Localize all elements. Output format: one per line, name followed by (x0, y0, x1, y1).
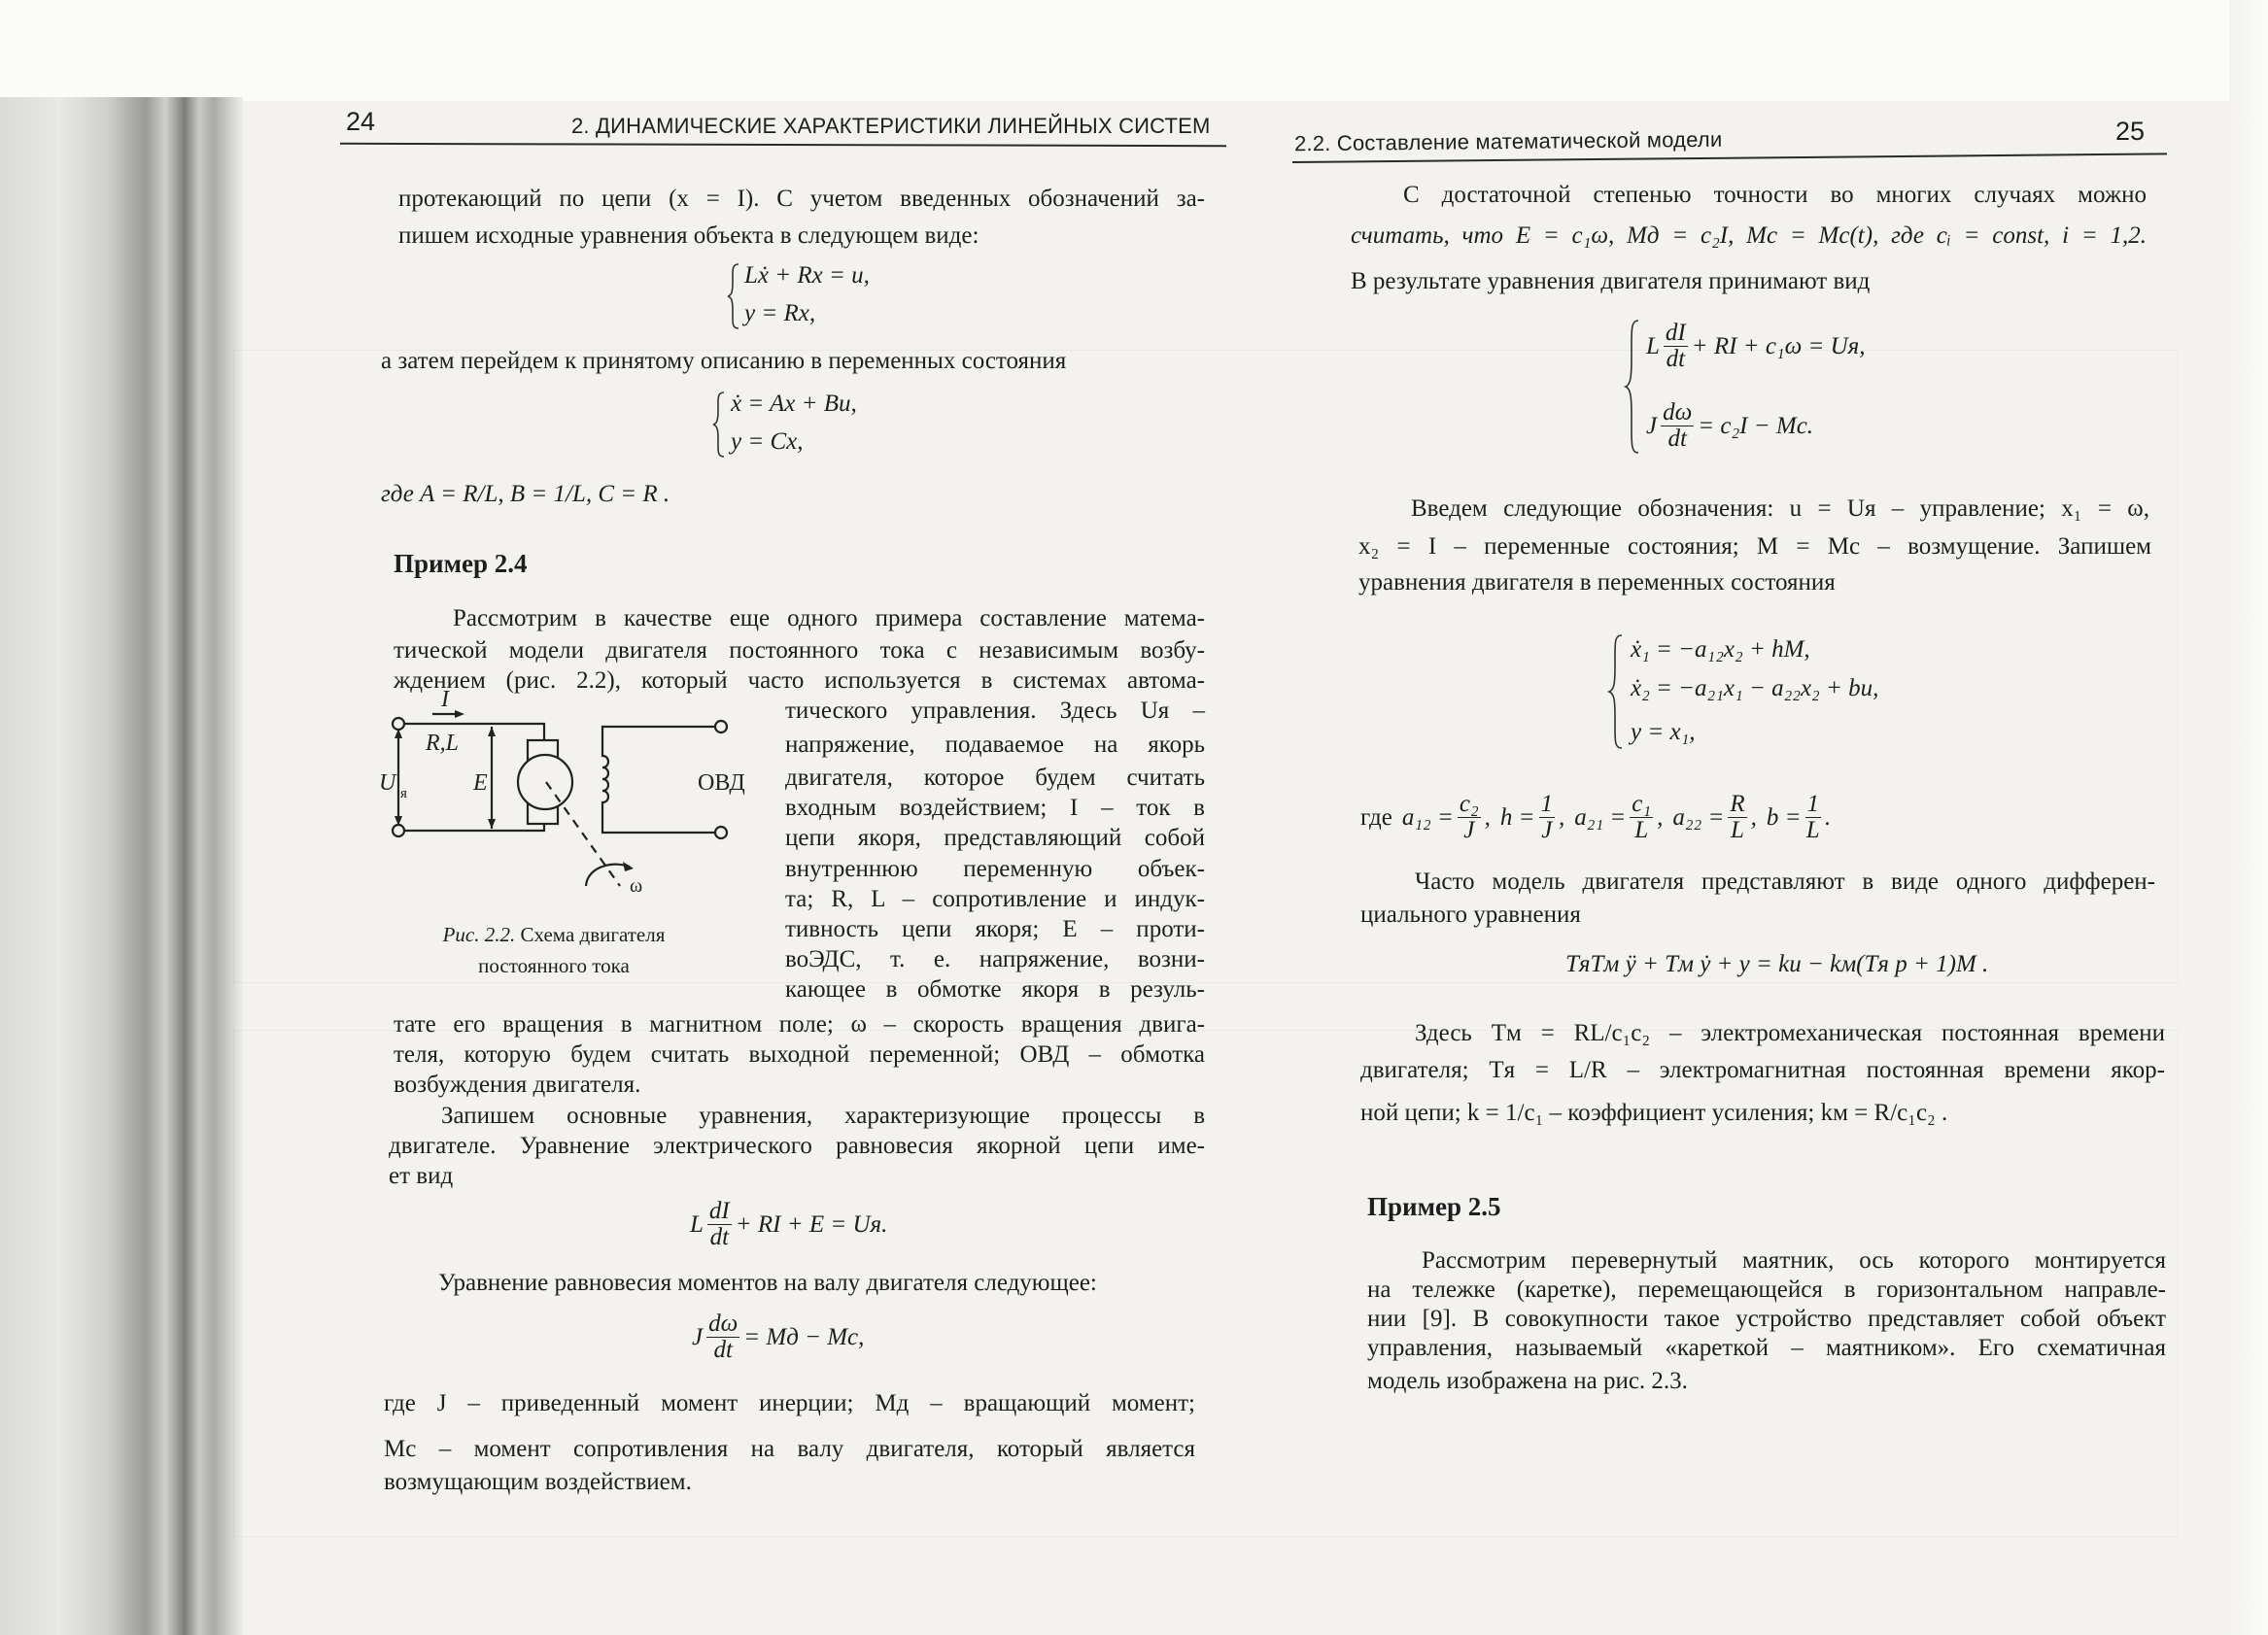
label-voltage: U (379, 770, 396, 796)
label-omega: ω (630, 875, 643, 897)
numerator: 1 (1540, 791, 1554, 817)
text-line: на тележке (каретке), перемещающейся в горизонтальном направле- (1367, 1277, 2166, 1303)
fraction (1664, 321, 1688, 372)
differential-equation: TяTм ÿ + Tм ẏ + y = ku − kм(Tя p + 1)M . (1565, 951, 1989, 977)
text-line: ной цепи; k = 1/c₁ – коэффициент усиления; kм = R/c₁c₂ . (1360, 1100, 1948, 1126)
denominator: L (1805, 817, 1820, 843)
text-line: а затем перейдем к принятому описанию в переменных состояния (381, 348, 1067, 374)
fraction (1805, 792, 1822, 843)
arrowhead (623, 862, 634, 871)
text-line: теля, которую будем считать выходной переменной; ОВД – обмотка (394, 1041, 1205, 1068)
denominator: dt (1666, 346, 1686, 372)
scan-margin-top (0, 0, 2268, 101)
rotation-arc-icon (586, 865, 630, 886)
text-line: цепи якоря, представляющий собой (785, 825, 1205, 851)
separator: , (1559, 803, 1565, 831)
page-number: 25 (2115, 117, 2146, 146)
fraction (1661, 400, 1694, 452)
caption-prefix: Рис. 2.2. (442, 923, 516, 946)
equation-line: y = Rx, (744, 300, 816, 326)
label-field-winding: ОВД (698, 770, 745, 796)
text-line: Рассмотрим перевернутый маятник, ось которого монтируется (1422, 1247, 2166, 1274)
separator: , (1750, 803, 1757, 831)
text-line: воЭДС, т. е. напряжение, возни- (785, 946, 1205, 972)
text-line: нии [9]. В совокупности такое устройство представляет собой объект (1367, 1306, 2166, 1332)
term (1574, 792, 1663, 843)
text-line: ждением (рис. 2.2), который часто используется в системах автома- (394, 667, 1205, 694)
brace-icon (712, 391, 726, 459)
numerator: dI (708, 1198, 730, 1224)
numerator: dI (1665, 320, 1686, 346)
text-line: x₂ = I – переменные состояния; M = Mс – возмущение. Запишем (1358, 533, 2151, 560)
header-rule (340, 143, 1226, 147)
text-line: Здесь Tм = RL/c₁c₂ – электромеханическая постоянная времени (1415, 1020, 2165, 1046)
caption-text: Схема двигателя (515, 923, 666, 946)
eq-post: = c₂I − Mс. (1698, 412, 1814, 439)
where-word: где (1360, 803, 1392, 831)
brace-icon (1608, 633, 1624, 750)
equation-line (1646, 321, 1866, 372)
separator: . (1825, 803, 1832, 831)
denominator: L (1634, 817, 1649, 843)
eq-pre: J (1646, 412, 1658, 439)
text-line: Введем следующие обозначения: u = Uя – управление; x₁ = ω, (1411, 495, 2149, 522)
text-line: где A = R/L, B = 1/L, C = R . (381, 481, 670, 507)
page-number: 24 (346, 107, 376, 136)
label-voltage-subscript: я (400, 786, 407, 801)
text-line: тического управления. Здесь Uя – (785, 698, 1205, 724)
text-line: входным воздействием; I – ток в (785, 795, 1205, 821)
equation-moment-balance (692, 1311, 864, 1363)
text-line: управления, называемый «кареткой – маятником». Его схематичная (1367, 1335, 2166, 1361)
numerator: c₂ (1459, 791, 1479, 817)
term (1767, 792, 1831, 843)
separator: , (1484, 803, 1491, 831)
denominator: dt (1667, 426, 1687, 452)
equation-line (1646, 400, 1813, 452)
term (1672, 792, 1757, 843)
arrowhead (488, 727, 496, 736)
figure-caption-line2: постоянного тока (478, 954, 630, 977)
term (1402, 792, 1491, 843)
eq-post: + RI + c₁ω = Uя, (1691, 332, 1866, 359)
text-line: тической модели двигателя постоянного тока с независимым возбу- (394, 637, 1205, 664)
text-line: ет вид (389, 1163, 454, 1189)
label-current: I (441, 687, 449, 712)
example-title: Пример 2.5 (1367, 1192, 1501, 1221)
running-header: 2.2. Составление математической модели (1293, 126, 1723, 156)
dc-motor-circuit-diagram (379, 680, 758, 903)
denominator: J (1541, 817, 1553, 843)
figure-caption (408, 923, 700, 947)
text-line: возбуждения двигателя. (394, 1072, 641, 1098)
text-line: С достаточной степенью точности во многих случаях можно (1403, 182, 2147, 208)
coefficient-definitions (1360, 792, 1831, 843)
brace-icon (1625, 319, 1640, 455)
text-line: пишем исходные уравнения объекта в следующем виде: (398, 222, 979, 249)
term-lhs: a₂₂ = (1672, 803, 1725, 831)
brace-icon (727, 262, 740, 330)
text-line: Уравнение равновесия моментов на валу двигателя следующее: (438, 1270, 1097, 1296)
text-line: протекающий по цепи (x = I). С учетом введенных обозначений за- (398, 186, 1205, 212)
equation-line: ẋ = Ax + Bu, (731, 391, 857, 417)
text-line: циального уравнения (1360, 902, 1581, 928)
text-line: Рассмотрим в качестве еще одного примера составление матема- (453, 605, 1205, 631)
label-resistance-inductance: R,L (426, 731, 460, 756)
denominator: J (1463, 817, 1475, 843)
equation-line: ẋ₂ = −a₂₁x₁ − a₂₂x₂ + bu, (1631, 675, 1879, 701)
text-line: та; R, L – сопротивление и индук- (785, 886, 1205, 912)
text-line: где J – приведенный момент инерции; Mд – вращающий момент; (384, 1390, 1195, 1416)
equation-electric-balance (690, 1199, 887, 1250)
text-line: тате его вращения в магнитном поле; ω – скорость вращения двига- (394, 1011, 1205, 1038)
book-binding-shadow (0, 97, 243, 1635)
armature-circle (518, 755, 572, 809)
fraction (1458, 792, 1481, 843)
text-line: возмущающим воздействием. (384, 1469, 692, 1495)
numerator: dω (708, 1311, 739, 1337)
eq-pre: L (690, 1210, 704, 1238)
fraction (1630, 792, 1653, 843)
separator: , (1657, 803, 1664, 831)
numerator: c₁ (1632, 791, 1652, 817)
denominator: dt (709, 1224, 730, 1250)
text-line: тивность цепи якоря; E – проти- (785, 916, 1205, 942)
term-lhs: a₁₂ = (1401, 803, 1454, 831)
equation-line: y = x₁, (1631, 719, 1696, 745)
text-line: двигателя, которое будем считать (785, 765, 1205, 791)
example-title: Пример 2.4 (394, 549, 528, 578)
text-line: напряжение, подаваемое на якорь (785, 732, 1205, 758)
scan-margin-right (2229, 0, 2268, 1635)
fraction (1728, 792, 1746, 843)
term-lhs: a₂₁ = (1574, 803, 1627, 831)
numerator: 1 (1806, 791, 1819, 817)
eq-pre: L (1646, 332, 1660, 359)
text-line: Mс – момент сопротивления на валу двигателя, который является (384, 1436, 1195, 1462)
wire-bottom (404, 824, 544, 831)
text-line: В результате уравнения двигателя принимают вид (1351, 268, 1871, 294)
denominator: L (1731, 817, 1744, 843)
equation-line: ẋ₁ = −a₁₂x₂ + hM, (1631, 636, 1810, 663)
eq-post: = Mд − Mс, (743, 1323, 865, 1350)
terminal-circle (393, 718, 404, 730)
text-line: кающее в обмотке якоря в резуль- (785, 976, 1205, 1003)
term (1500, 792, 1564, 843)
text-line: двигателя; Tя = L/R – электромагнитная постоянная времени якор- (1360, 1057, 2165, 1083)
eq-post: + RI + E = Uя. (735, 1210, 888, 1238)
text-line: модель изображена на рис. 2.3. (1367, 1368, 1688, 1394)
terminal-circle (393, 825, 404, 836)
equation-line: y = Cx, (731, 428, 804, 455)
term-lhs: b = (1766, 803, 1802, 831)
terminal-circle (715, 827, 727, 838)
term-lhs: h = (1499, 803, 1535, 831)
running-header: 2. ДИНАМИЧЕСКИЕ ХАРАКТЕРИСТИКИ ЛИНЕЙНЫХ СИСТЕМ (571, 114, 1211, 138)
fraction (1539, 792, 1556, 843)
arrowhead (455, 710, 464, 718)
arrowhead (488, 819, 496, 829)
text-line: Часто модель двигателя представляют в виде одного дифферен- (1415, 869, 2155, 895)
eq-pre: J (692, 1323, 704, 1350)
text-line: Запишем основные уравнения, характеризующие процессы в (441, 1103, 1205, 1129)
text-line: считать, что E = c₁ω, Mд = c₂I, Mс = Mс(t), где cᵢ = const, i = 1,2. (1351, 222, 2147, 249)
numerator: R (1730, 791, 1745, 817)
numerator: dω (1663, 399, 1693, 426)
equation-line: Lẋ + Rx = u, (744, 262, 870, 289)
terminal-circle (715, 721, 727, 732)
label-emf: E (473, 770, 488, 796)
text-line: уравнения двигателя в переменных состояния (1358, 569, 1836, 596)
denominator: dt (713, 1337, 733, 1363)
fraction (706, 1311, 739, 1363)
text-line: внутреннюю переменную объек- (785, 856, 1205, 882)
text-line: двигателе. Уравнение электрического равновесия якорной цепи име- (389, 1133, 1205, 1159)
fraction (707, 1199, 732, 1250)
